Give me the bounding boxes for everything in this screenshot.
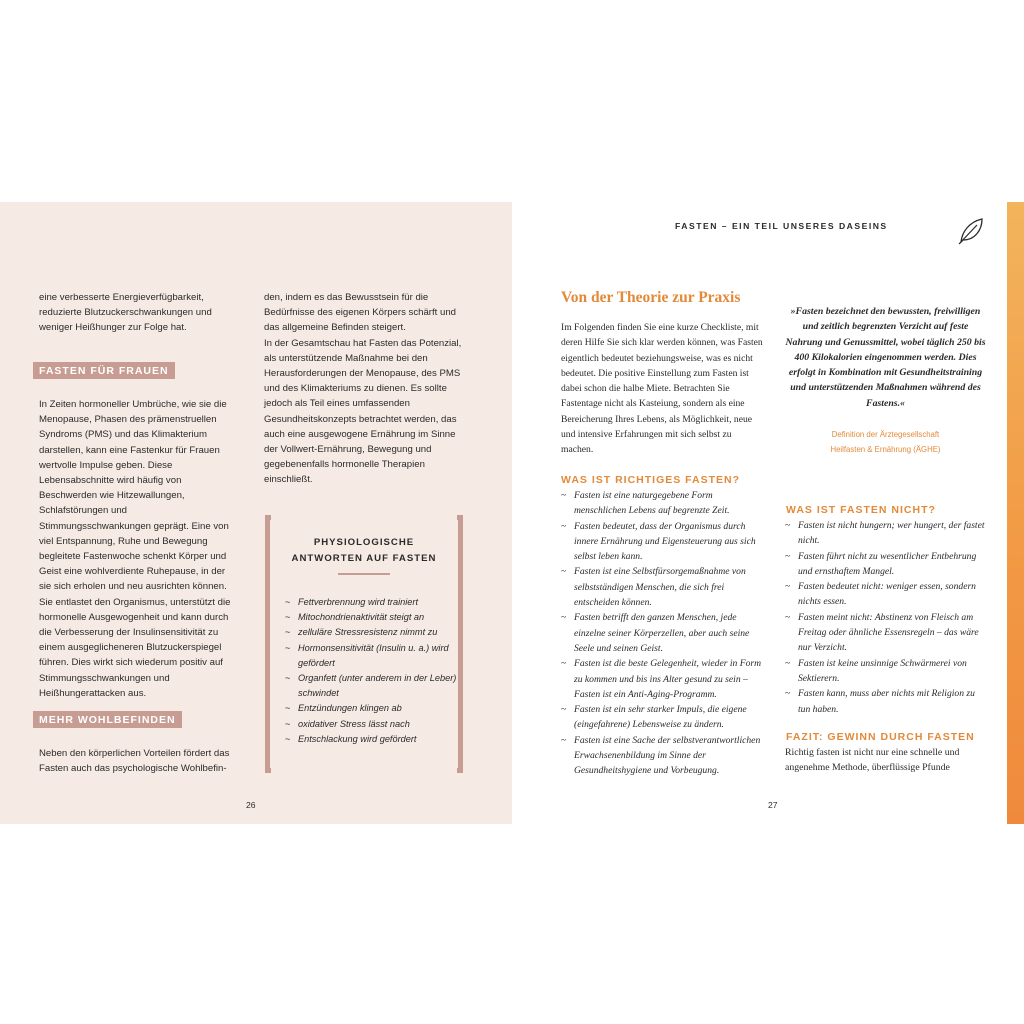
left-column-2 — [264, 290, 464, 488]
richtig-list-item: ~ Fasten ist eine naturgegebene Form menschlichen Lebens auf begrenzte Zeit. — [561, 488, 763, 519]
left-page — [0, 202, 512, 824]
richtig-list-item: ~ Fasten ist ein sehr starker Impuls, die eigene (eingefahrene) Lebensweise zu ändern. — [561, 702, 763, 733]
definition-quote: »Fasten bezeichnet den bewussten, freiwilligen und zeitlich begrenzten Verzicht auf feste Nahrung und Genussmittel, wobei täglich 250 bis 400 Kilokalorien eingenommen werden. Dies erfolgt in Kombination mit Gesundheitstraining und unterstützenden Maßnahmen während des Fastens.« — [785, 306, 986, 409]
quote-source — [784, 427, 987, 458]
nicht-list — [785, 518, 985, 717]
richtig-list — [561, 488, 763, 779]
wohlbefinden-paragraph-wrap — [39, 746, 237, 776]
quote-source-line-1: Definition der Ärztegesellschaft — [831, 430, 940, 439]
box-list — [285, 595, 457, 747]
nicht-list-item: ~ Fasten meint nicht: Abstinenz von Fleisch am Freitag oder ähnliche Essensregeln – das wäre nur Verzicht. — [785, 610, 985, 656]
fazit-paragraph: Richtig fasten ist nicht nur eine schnelle und angenehme Methode, überflüssige Pfunde — [785, 747, 960, 774]
box-divider — [338, 573, 390, 575]
box-list-item: ~ zelluläre Stressresistenz nimmt zu — [285, 625, 457, 640]
physiology-box — [265, 515, 463, 773]
richtig-list-item: ~ Fasten bedeutet, dass der Organismus durch innere Ernährung und Eigensteuerung aus sich selbst leben kann. — [561, 519, 763, 565]
richtig-list-item: ~ Fasten ist die beste Gelegenheit, wieder in Form zu kommen und bis ins Alter gesund zu sein – Fasten ist ein Anti-Aging-Programm. — [561, 656, 763, 702]
intro-paragraph: eine verbesserte Energieverfügbarkeit, reduzierte Blutzuckerschwankungen und weniger Heißhunger zur Folge hat. — [39, 292, 212, 334]
page-number-left: 26 — [246, 800, 256, 810]
nicht-list-item: ~ Fasten kann, muss aber nichts mit Religion zu tun haben. — [785, 686, 985, 717]
nicht-list-item: ~ Fasten bedeutet nicht: weniger essen, sondern nichts essen. — [785, 579, 985, 610]
heading-mehr-wohlbefinden: MEHR WOHLBEFINDEN — [33, 711, 182, 728]
box-title-line-2: ANTWORTEN AUF FASTEN — [291, 552, 437, 564]
box-list-item: ~ Fettverbrennung wird trainiert — [285, 595, 457, 610]
frauen-paragraph-wrap — [39, 397, 237, 701]
col2-paragraph-2: In der Gesamtschau hat Fasten das Potenzial, als unterstützende Maßnahme bei den Herausforderungen der Menopause, des PMS und des Klimakteriums zu dienen. Es sollte jedoch als Teil eines umfassenden Gesundheitskonzepts betrachtet werden, das auch eine ausgewogene Ernährung im Sinne der Vollwert-Ernährung, Bewegung und gegebenenfalls hormonelle Therapien einschließt. — [264, 337, 462, 486]
richtig-list-item: ~ Fasten ist eine Sache der selbstverantwortlichen Erwachsenenbildung im Sinne der Gesundheitshygiene und Vorbeugung. — [561, 733, 763, 779]
nicht-list-item: ~ Fasten ist keine unsinnige Schwärmerei von Sektierern. — [785, 656, 985, 687]
orange-edge-tab — [1007, 202, 1024, 824]
nicht-list-item: ~ Fasten führt nicht zu wesentlicher Entbehrung und ernsthaftem Mangel. — [785, 549, 985, 580]
wohlbefinden-paragraph: Neben den körperlichen Vorteilen fördert das Fasten auch das psychologische Wohlbefin- — [39, 748, 230, 775]
leaf-icon — [956, 215, 986, 245]
section-title: Von der Theorie zur Praxis — [561, 289, 741, 306]
box-list-item: ~ Organfett (unter anderem in der Leber) schwindet — [285, 671, 457, 701]
box-list-item: ~ Entschlackung wird gefördert — [285, 732, 457, 747]
box-list-item: ~ oxidativer Stress lässt nach — [285, 717, 457, 732]
running-head: FASTEN – EIN TEIL UNSERES DASEINS — [675, 221, 888, 231]
heading-fazit: FAZIT: GEWINN DURCH FASTEN — [786, 731, 975, 743]
col2-paragraph-1: den, indem es das Bewusstsein für die Bedürfnisse des eigenen Körpers schärft und das allgemeine Befinden steigert. — [264, 292, 456, 334]
box-title — [265, 535, 463, 566]
nicht-list-item: ~ Fasten ist nicht hungern; wer hungert, der fastet nicht. — [785, 518, 985, 549]
heading-richtiges-fasten: WAS IST RICHTIGES FASTEN? — [561, 474, 741, 486]
heading-fasten-fuer-frauen: FASTEN FÜR FRAUEN — [33, 362, 175, 379]
richtig-list-item: ~ Fasten ist eine Selbstfürsorgemaßnahme von selbstständigen Menschen, die sich frei entscheiden können. — [561, 564, 763, 610]
richtig-list-item: ~ Fasten betrifft den ganzen Menschen, jede einzelne seiner Körperzellen, aber auch seine Seele und seinen Geist. — [561, 610, 763, 656]
heading-fasten-nicht: WAS IST FASTEN NICHT? — [786, 504, 936, 516]
frauen-paragraph: In Zeiten hormoneller Umbrüche, wie sie die Menopause, Phasen des prämenstruellen Syndroms (PMS) und das Klimakterium darstellen, kann eine Fastenkur für Frauen wertvolle Impulse geben. Diese Lebensabschnitte wird häufig von Beschwerden wie Hitzewallungen, Schlafstörungen und Stimmungsschwankungen geprägt. Eine von viel Entspannung, Ruhe und Bewegung begleitete Fastenwoche schenkt Körper und Geist eine wohlverdiente Ruhepause, in der sie sich erholen und neu ausrichten können. Sie entlastet den Organismus, unterstützt die hormonelle Ausgewogenheit und kann durch die Verbesserung der Insulinsensitivität zu einem ausgeglicheneren Blutzuckerspiegel führen. Dies wirkt sich wiederum positiv auf Stimmungsschwankungen und Heißhungerattacken aus. — [39, 399, 231, 699]
quote-source-line-2: Heilfasten & Ernährung (ÄGHE) — [830, 445, 941, 455]
left-column-1 — [39, 290, 237, 336]
box-list-item: ~ Hormonsensitivität (Insulin u. a.) wird gefördert — [285, 641, 457, 671]
box-list-item: ~ Entzündungen klingen ab — [285, 701, 457, 716]
right-intro: Im Folgenden finden Sie eine kurze Checkliste, mit deren Hilfe Sie sich klar werden können, was Fasten eigentlich bedeutet beziehungsweise, was es nicht bedeutet. Die positive Einstellung zum Fasten ist dabei schon die halbe Miete. Betrachten Sie Fastentage nicht als Kasteiung, sondern als eine Bereicherung Ihres Lebens, als Möglichkeit, neue und intensive Erfahrungen mit sich selbst zu machen. — [561, 322, 763, 456]
page-number-right: 27 — [768, 800, 778, 810]
book-spread — [0, 202, 1024, 824]
box-list-item: ~ Mitochondrienaktivität steigt an — [285, 610, 457, 625]
box-title-line-1: PHYSIOLOGISCHE — [313, 537, 415, 548]
